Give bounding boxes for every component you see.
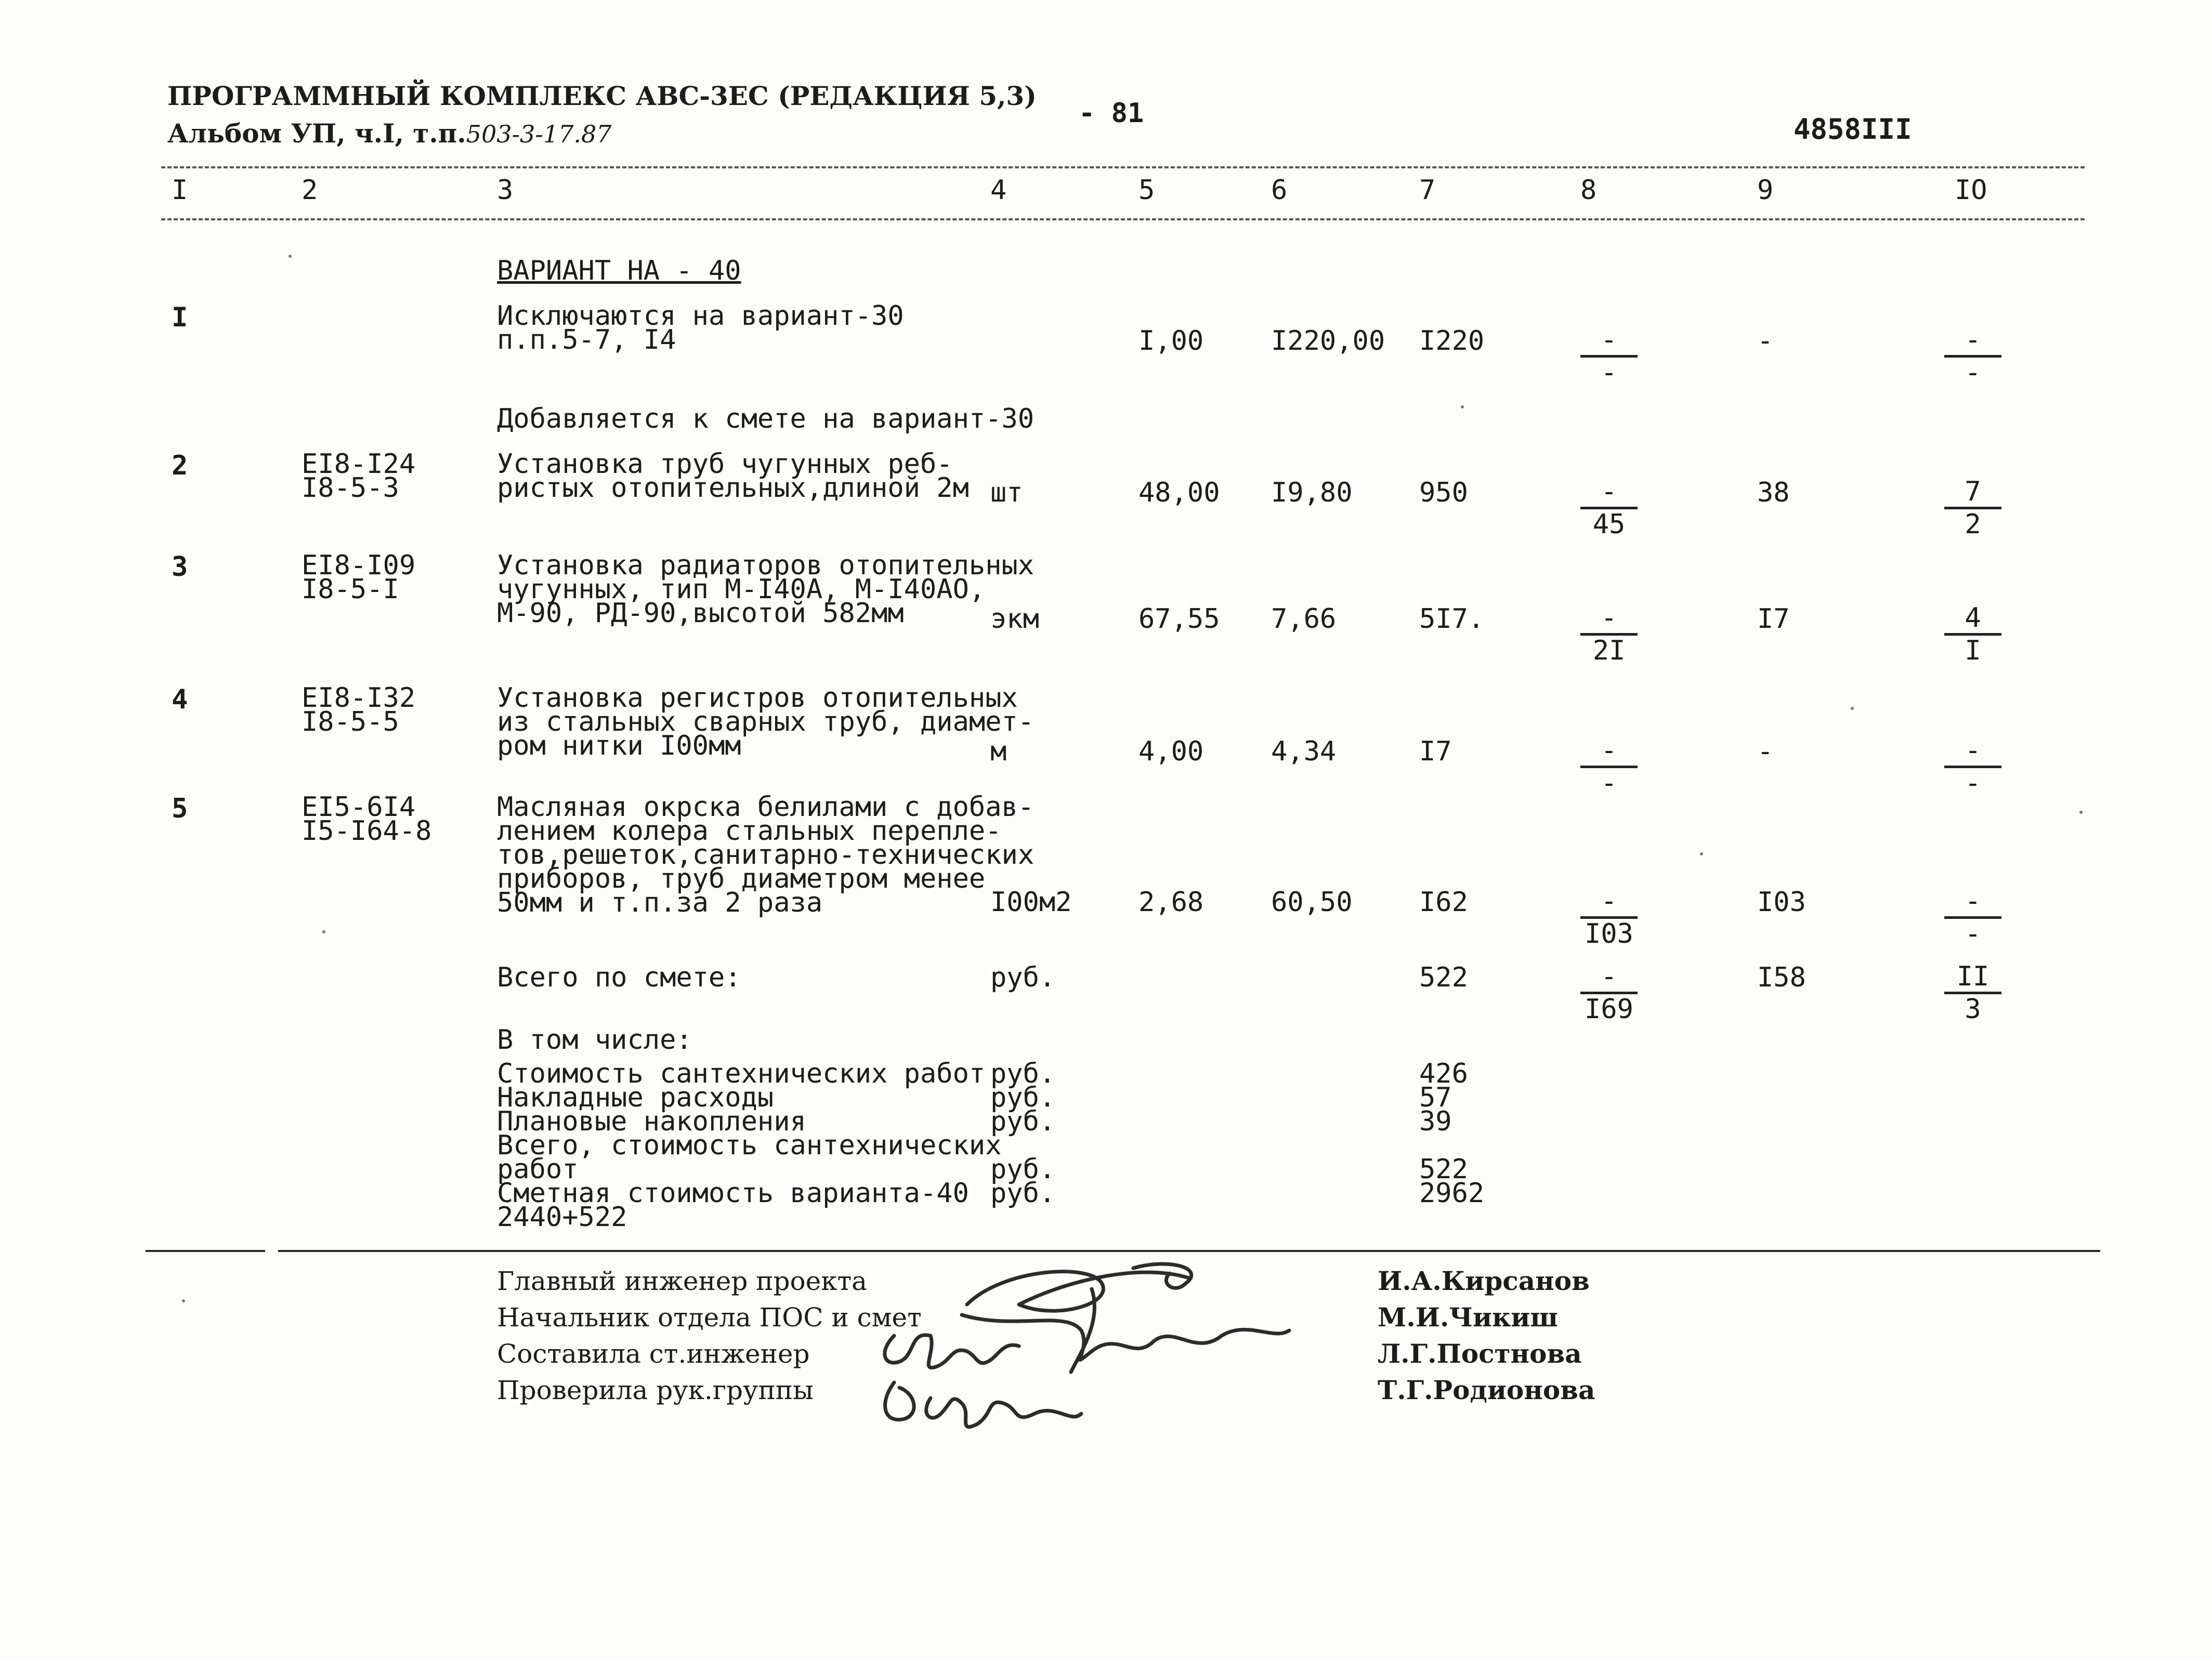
col10-fraction-numerator: - (1944, 886, 2001, 919)
breakdown-label: Накладные расходы (497, 1082, 774, 1113)
work-description-line: Исключаются на вариант-30 (497, 300, 904, 332)
breakdown-value: 2962 (1419, 1178, 1485, 1209)
signatory-name: Л.Г.Постнова (1378, 1338, 1582, 1369)
signature-compiler (885, 1335, 1019, 1368)
col9-cell: 38 (1757, 477, 1790, 508)
work-description-line: лением колера стальных перепле- (497, 815, 1002, 847)
col8-fraction-numerator: - (1580, 735, 1638, 768)
signatory-role: Начальник отдела ПОС и смет (497, 1302, 922, 1333)
column-header-9: 9 (1757, 175, 1774, 206)
total-cell: 950 (1419, 477, 1468, 508)
unit-price-cell: I220,00 (1271, 325, 1385, 357)
summary-col10-fraction-denominator: 3 (1965, 994, 1981, 1025)
col8-fraction-denominator: I03 (1585, 918, 1633, 950)
header-top-rule (161, 166, 2085, 168)
breakdown-unit: руб. (990, 1082, 1056, 1113)
breakdown-label: Плановые накопления (497, 1106, 806, 1137)
rate-code-line: EI8-I24 (302, 449, 416, 480)
unit-cell: м (990, 736, 1007, 767)
breakdown-value: 426 (1419, 1058, 1468, 1089)
work-description-line: из стальных сварных труб, диамет- (497, 706, 1035, 737)
col10-fraction-numerator: - (1944, 735, 2001, 768)
work-description-line: п.п.5-7, I4 (497, 324, 676, 355)
row-number: 2 (172, 450, 188, 481)
col9-cell: - (1757, 736, 1774, 767)
col10-fraction-denominator: 2 (1965, 509, 1981, 540)
summary-col8-fraction-numerator: - (1580, 961, 1638, 994)
rate-code-line: I8-5-I (302, 574, 399, 605)
row-number: 5 (172, 793, 188, 824)
footer-rule-left (146, 1250, 265, 1252)
work-description-line: ристых отопительных,длиной 2м (497, 472, 969, 504)
work-description (497, 682, 1035, 761)
signature-checker (885, 1382, 1081, 1427)
breakdown-unit: руб. (990, 1106, 1056, 1137)
column-header-4: 4 (990, 175, 1007, 206)
column-header-5: 5 (1138, 175, 1155, 206)
signatory-name: М.И.Чикиш (1378, 1302, 1559, 1333)
col9-cell: - (1757, 325, 1774, 357)
unit-price-cell: 4,34 (1271, 736, 1337, 767)
total-cell: 5I7. (1419, 603, 1485, 635)
rate-code-line: EI5-6I4 (302, 792, 416, 823)
scan-speck (1851, 707, 1854, 710)
album-prefix: Альбом УП, ч.I, т.п. (167, 118, 466, 149)
breakdown-value: 57 (1419, 1082, 1452, 1113)
col8-fraction-numerator: - (1580, 886, 1638, 919)
quantity-cell: 4,00 (1138, 736, 1204, 767)
summary-label: Всего по смете: (497, 962, 741, 993)
signatory-role: Проверила рук.группы (497, 1375, 814, 1405)
col10-fraction (1944, 886, 2001, 949)
summary-unit: руб. (990, 962, 1056, 993)
summary-total: 522 (1419, 962, 1468, 993)
work-description-line: чугунных, тип М-I40А, М-I40АО, (497, 574, 986, 605)
breakdown-unit: руб. (990, 1058, 1056, 1089)
total-cell: I62 (1419, 887, 1468, 918)
work-description-line: ром нитки I00мм (497, 730, 741, 761)
rate-code-line: EI8-I32 (302, 682, 416, 714)
summary-col9: I58 (1757, 962, 1806, 993)
scan-speck (1700, 852, 1703, 855)
rate-code-line: I8-5-3 (302, 472, 399, 504)
col8-fraction-numerator: - (1580, 603, 1638, 636)
col8-fraction (1580, 886, 1638, 949)
quantity-cell: 2,68 (1138, 887, 1204, 918)
work-description-line: приборов, труб диаметром менее (497, 863, 986, 894)
breakdown-label: Стоимость сантехнических работ (497, 1058, 986, 1089)
column-header-6: 6 (1271, 175, 1288, 206)
total-cell: I220 (1419, 325, 1485, 357)
col8-fraction-numerator: - (1580, 477, 1638, 509)
project-number-handwritten: 503-3-17.87 (466, 120, 612, 148)
summary-col10-fraction-numerator: II (1944, 961, 2001, 994)
scan-speck (2079, 811, 2083, 814)
col10-fraction-denominator: I (1965, 635, 1981, 666)
breakdown-value: 522 (1419, 1154, 1468, 1185)
breakdown-label: работ (497, 1154, 579, 1185)
unit-price-cell: I9,80 (1271, 477, 1353, 508)
signatory-name: Т.Г.Родионова (1378, 1375, 1595, 1405)
quantity-cell: I,00 (1138, 325, 1204, 357)
col10-fraction-numerator: - (1944, 325, 2001, 358)
col8-fraction-denominator: - (1601, 768, 1617, 799)
work-description-line: Масляная окрска белилами с добав- (497, 792, 1035, 823)
column-header-8: 8 (1580, 175, 1597, 206)
footer-rule-main (278, 1250, 2100, 1252)
unit-cell: шт (990, 477, 1023, 508)
breakdown-value: 39 (1419, 1106, 1452, 1137)
total-cell: I7 (1419, 736, 1452, 767)
summary-col8-fraction-denominator: I69 (1585, 994, 1633, 1025)
row-number: 3 (172, 551, 188, 583)
col8-fraction (1580, 325, 1638, 388)
scan-speck (1461, 405, 1464, 409)
col8-fraction (1580, 477, 1638, 539)
rate-code (302, 449, 416, 504)
signature-chief-engineer (967, 1264, 1192, 1311)
work-description (497, 449, 969, 504)
signature-department-head (962, 1289, 1289, 1372)
col10-fraction (1944, 477, 2001, 539)
rate-code (302, 792, 432, 847)
work-description-line: тов,решеток,санитарно-технических (497, 839, 1035, 871)
scan-speck (289, 255, 292, 258)
rate-code-line: I5-I64-8 (302, 815, 432, 847)
col10-fraction-numerator: 4 (1944, 603, 2001, 636)
column-header-2: 2 (302, 175, 318, 206)
col10-fraction-denominator: - (1965, 357, 1981, 388)
rate-code (302, 682, 416, 737)
signatory-role: Составила ст.инженер (497, 1339, 810, 1369)
col8-fraction (1580, 735, 1638, 798)
signatory-name: И.А.Кирсанов (1378, 1266, 1590, 1296)
rate-code (302, 550, 416, 605)
rate-code-line: EI8-I09 (302, 550, 416, 581)
row-number: I (172, 302, 188, 333)
work-description-line: Установка радиаторов отопительных (497, 550, 1035, 581)
col8-fraction (1580, 603, 1638, 666)
col9-cell: I03 (1757, 887, 1806, 918)
work-description-line: М-90, РД-90,высотой 582мм (497, 598, 904, 629)
col8-fraction-denominator: 45 (1592, 509, 1626, 540)
col10-fraction-denominator: - (1965, 768, 1981, 799)
column-header-1: I (172, 175, 188, 206)
column-header-7: 7 (1419, 175, 1436, 206)
column-header-3: 3 (497, 175, 514, 206)
breakdown-label: 2440+522 (497, 1202, 627, 1233)
col10-fraction (1944, 603, 2001, 666)
work-description (497, 300, 904, 355)
page-mark: - 81 (1079, 98, 1144, 129)
row-number: 4 (172, 684, 188, 715)
scan-speck (182, 1299, 185, 1302)
program-header: ПРОГРАММНЫЙ КОМПЛЕКС АВС-3ЕС (РЕДАКЦИЯ 5,3) (167, 81, 1037, 111)
summary-col10-fraction (1944, 961, 2001, 1024)
quantity-cell: 67,55 (1138, 603, 1220, 635)
album-line (167, 118, 612, 149)
column-header-10: IO (1955, 175, 1987, 206)
col8-fraction-denominator: - (1601, 357, 1617, 388)
rate-code-line: I8-5-5 (302, 706, 399, 737)
col8-fraction-numerator: - (1580, 325, 1638, 358)
summary-col8-fraction (1580, 961, 1638, 1024)
col8-fraction-denominator: 2I (1592, 635, 1626, 666)
col10-fraction (1944, 735, 2001, 798)
breakdown-label: Всего, стоимость сантехнических (497, 1130, 1002, 1161)
breakdown-label: Сметная стоимость варианта-40 (497, 1178, 969, 1209)
work-description-line: Установка регистров отопительных (497, 682, 1018, 714)
section-note: Добавляется к смете на вариант-30 (497, 403, 1035, 434)
scan-speck (322, 930, 325, 933)
header-bottom-rule (161, 218, 2085, 220)
breakdown-unit: руб. (990, 1178, 1056, 1209)
unit-cell: экм (990, 603, 1039, 635)
col10-fraction-numerator: 7 (1944, 477, 2001, 509)
unit-price-cell: 60,50 (1271, 887, 1353, 918)
signatory-role: Главный инженер проекта (497, 1266, 867, 1296)
unit-price-cell: 7,66 (1271, 603, 1337, 635)
work-description (497, 550, 1035, 629)
breakdown-unit: руб. (990, 1154, 1056, 1185)
document-number: 4858III (1794, 113, 1912, 146)
breakdown-title: В том числе: (497, 1024, 692, 1056)
work-description-line: 50мм и т.п.за 2 раза (497, 887, 823, 918)
unit-cell: I00м2 (990, 887, 1072, 918)
quantity-cell: 48,00 (1138, 477, 1220, 508)
section-title: ВАРИАНТ НА - 40 (497, 255, 741, 286)
col10-fraction-denominator: - (1965, 918, 1981, 950)
col10-fraction (1944, 325, 2001, 388)
col9-cell: I7 (1757, 603, 1790, 635)
work-description-line: Установка труб чугунных реб- (497, 449, 953, 480)
